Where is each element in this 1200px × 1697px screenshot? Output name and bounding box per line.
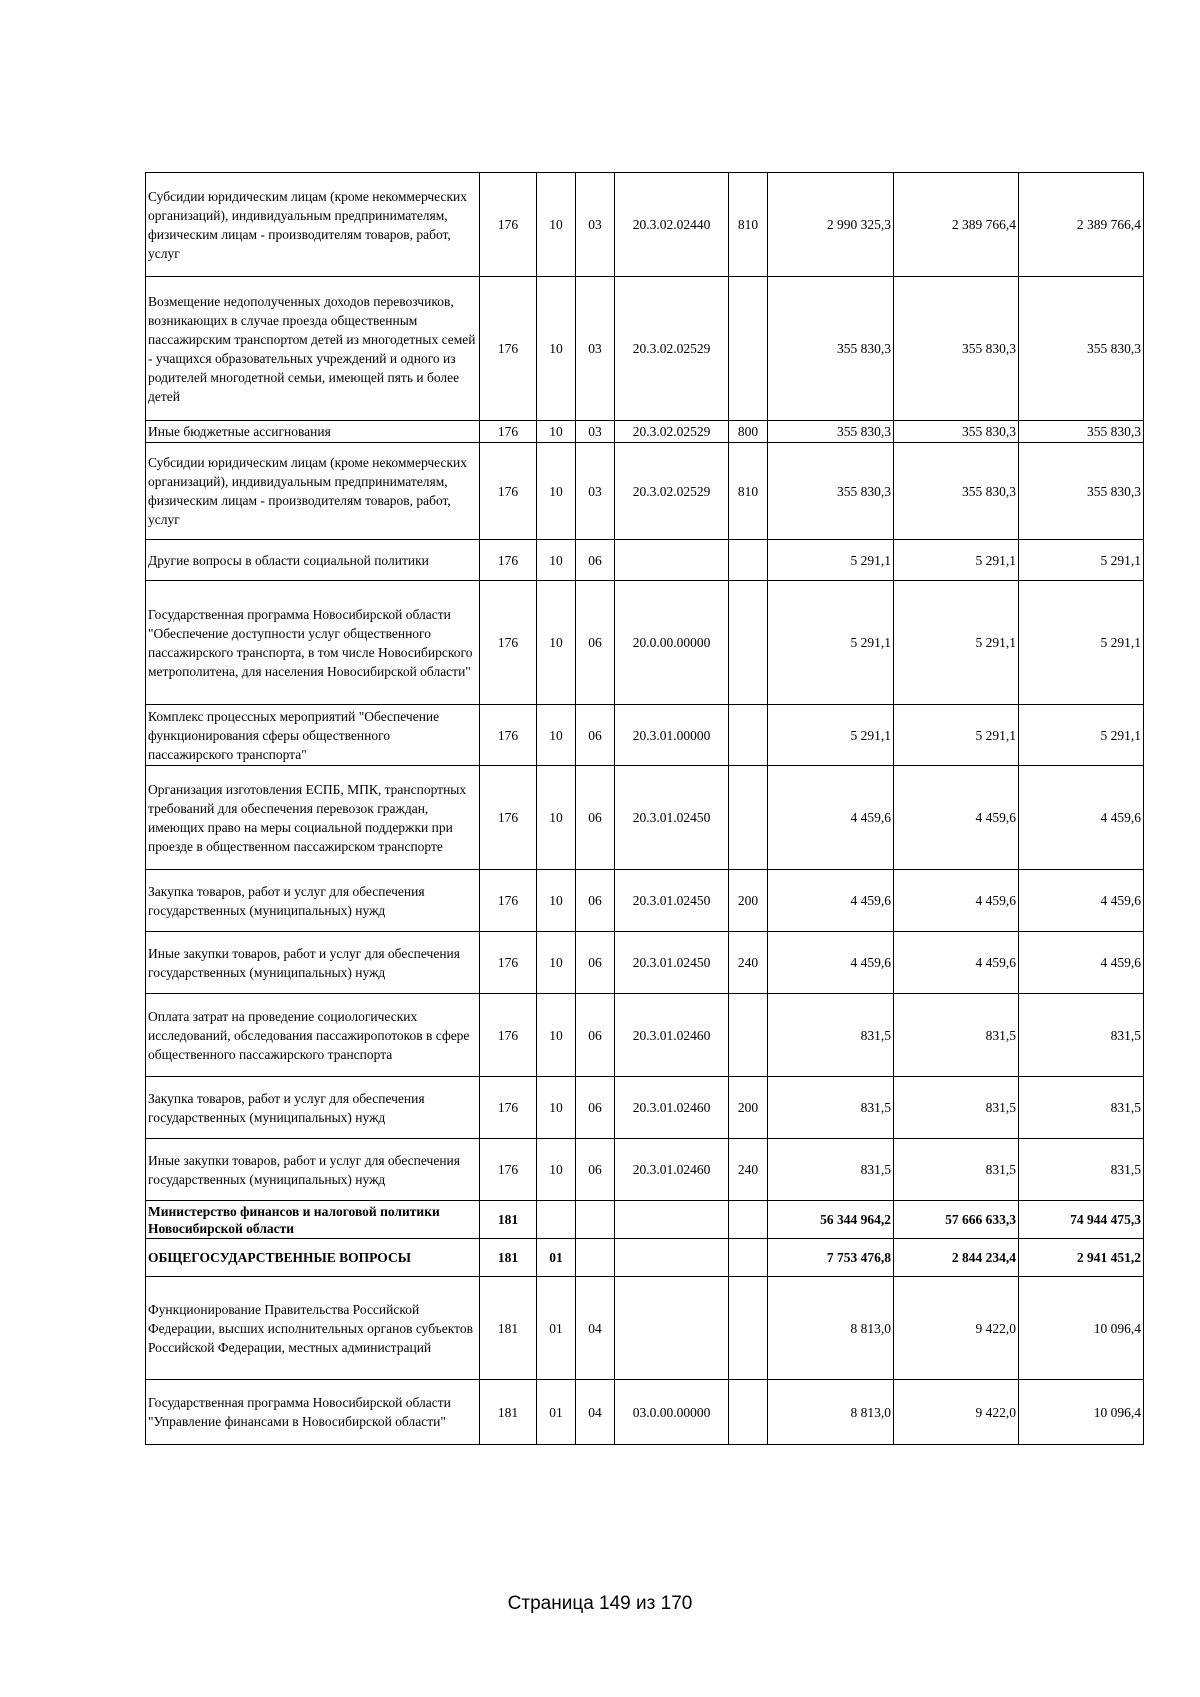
row-csr	[615, 1277, 729, 1380]
row-vr	[729, 994, 768, 1077]
row-pr: 03	[576, 173, 615, 277]
row-year1: 4 459,6	[768, 932, 894, 994]
row-year3: 2 389 766,4	[1019, 173, 1144, 277]
row-year3: 4 459,6	[1019, 932, 1144, 994]
row-name: Возмещение недополученных доходов перевозчиков, возникающих в случае проезда общественным пассажирским транспортом детей из многодетных семей - учащихся образовательных учреждений и одного из родителей многодетной семьи, имеющей пять и более детей	[146, 277, 480, 421]
row-name: Государственная программа Новосибирской области "Обеспечение доступности услуг общественного пассажирского транспорта, в том числе Новосибирского метрополитена, для населения Новосибирской области"	[146, 581, 480, 705]
row-year1: 8 813,0	[768, 1380, 894, 1445]
row-name: Субсидии юридическим лицам (кроме некоммерческих организаций), индивидуальным предпринимателям, физическим лицам - производителям товаров, работ, услуг	[146, 173, 480, 277]
row-pr: 03	[576, 421, 615, 443]
row-year2: 4 459,6	[894, 932, 1019, 994]
table-row	[146, 421, 1144, 443]
row-ved: 176	[480, 705, 537, 766]
table-row	[146, 173, 1144, 277]
row-name: Иные закупки товаров, работ и услуг для обеспечения государственных (муниципальных) нужд	[146, 932, 480, 994]
row-name: Закупка товаров, работ и услуг для обеспечения государственных (муниципальных) нужд	[146, 1077, 480, 1139]
row-year2: 9 422,0	[894, 1277, 1019, 1380]
row-name: Иные закупки товаров, работ и услуг для обеспечения государственных (муниципальных) нужд	[146, 1139, 480, 1201]
row-ved: 176	[480, 173, 537, 277]
table-row	[146, 277, 1144, 421]
row-csr: 20.0.00.00000	[615, 581, 729, 705]
row-year1: 4 459,6	[768, 766, 894, 870]
row-year2: 831,5	[894, 994, 1019, 1077]
table-row	[146, 705, 1144, 766]
row-year1: 7 753 476,8	[768, 1239, 894, 1277]
row-rz: 10	[537, 705, 576, 766]
row-year3: 831,5	[1019, 994, 1144, 1077]
row-year2: 355 830,3	[894, 443, 1019, 540]
row-rz	[537, 1201, 576, 1239]
row-year2: 4 459,6	[894, 870, 1019, 932]
row-year1: 5 291,1	[768, 581, 894, 705]
row-rz: 10	[537, 1139, 576, 1201]
row-csr: 20.3.01.02460	[615, 1077, 729, 1139]
row-year1: 5 291,1	[768, 705, 894, 766]
table-row	[146, 1139, 1144, 1201]
row-ved: 176	[480, 540, 537, 581]
row-pr: 06	[576, 1139, 615, 1201]
row-year3: 355 830,3	[1019, 421, 1144, 443]
row-rz: 10	[537, 1077, 576, 1139]
row-csr: 20.3.01.02450	[615, 932, 729, 994]
row-pr: 03	[576, 277, 615, 421]
row-vr	[729, 705, 768, 766]
table-row	[146, 1380, 1144, 1445]
row-pr: 03	[576, 443, 615, 540]
row-ved: 176	[480, 277, 537, 421]
row-vr	[729, 277, 768, 421]
row-csr: 20.3.01.02460	[615, 994, 729, 1077]
row-year1: 355 830,3	[768, 443, 894, 540]
budget-table	[145, 172, 1144, 1445]
row-rz: 10	[537, 540, 576, 581]
table-row	[146, 766, 1144, 870]
row-year1: 831,5	[768, 1139, 894, 1201]
row-year2: 2 844 234,4	[894, 1239, 1019, 1277]
row-rz: 10	[537, 870, 576, 932]
row-year3: 10 096,4	[1019, 1277, 1144, 1380]
row-name: Государственная программа Новосибирской области "Управление финансами в Новосибирской области"	[146, 1380, 480, 1445]
row-year1: 831,5	[768, 994, 894, 1077]
row-ved: 176	[480, 581, 537, 705]
row-ved: 176	[480, 1139, 537, 1201]
row-vr	[729, 766, 768, 870]
row-pr: 06	[576, 540, 615, 581]
row-name: Иные бюджетные ассигнования	[146, 421, 480, 443]
row-year3: 4 459,6	[1019, 870, 1144, 932]
row-year2: 831,5	[894, 1139, 1019, 1201]
row-rz: 10	[537, 277, 576, 421]
row-pr: 06	[576, 994, 615, 1077]
table-row	[146, 540, 1144, 581]
row-year3: 355 830,3	[1019, 443, 1144, 540]
table-row	[146, 581, 1144, 705]
row-rz: 10	[537, 932, 576, 994]
row-year1: 355 830,3	[768, 277, 894, 421]
row-ved: 181	[480, 1239, 537, 1277]
row-name: Субсидии юридическим лицам (кроме некоммерческих организаций), индивидуальным предпринимателям, физическим лицам - производителям товаров, работ, услуг	[146, 443, 480, 540]
row-rz: 10	[537, 173, 576, 277]
row-year2: 355 830,3	[894, 277, 1019, 421]
row-name: Организация изготовления ЕСПБ, МПК, транспортных требований для обеспечения перевозок граждан, имеющих право на меры социальной поддержки при проезде в общественном пассажирском транспорте	[146, 766, 480, 870]
row-year3: 10 096,4	[1019, 1380, 1144, 1445]
row-year3: 5 291,1	[1019, 540, 1144, 581]
row-vr: 200	[729, 1077, 768, 1139]
row-vr: 240	[729, 1139, 768, 1201]
row-vr: 240	[729, 932, 768, 994]
row-pr	[576, 1201, 615, 1239]
row-rz: 10	[537, 994, 576, 1077]
row-year1: 2 990 325,3	[768, 173, 894, 277]
row-vr	[729, 581, 768, 705]
row-csr	[615, 540, 729, 581]
row-vr	[729, 1277, 768, 1380]
row-rz: 10	[537, 581, 576, 705]
row-csr: 20.3.01.02450	[615, 766, 729, 870]
row-pr: 06	[576, 870, 615, 932]
row-year2: 57 666 633,3	[894, 1201, 1019, 1239]
row-vr	[729, 1380, 768, 1445]
row-name: Комплекс процессных мероприятий "Обеспечение функционирования сферы общественного пассажирского транспорта"	[146, 705, 480, 766]
row-ved: 176	[480, 994, 537, 1077]
row-year2: 4 459,6	[894, 766, 1019, 870]
table-row	[146, 932, 1144, 994]
row-rz: 01	[537, 1277, 576, 1380]
row-csr: 20.3.02.02529	[615, 277, 729, 421]
row-csr: 20.3.01.00000	[615, 705, 729, 766]
row-pr: 06	[576, 581, 615, 705]
row-pr: 06	[576, 1077, 615, 1139]
row-year1: 355 830,3	[768, 421, 894, 443]
row-rz: 01	[537, 1380, 576, 1445]
row-vr: 200	[729, 870, 768, 932]
row-rz: 01	[537, 1239, 576, 1277]
row-year2: 9 422,0	[894, 1380, 1019, 1445]
row-name: Министерство финансов и налоговой политики Новосибирской области	[146, 1201, 480, 1239]
row-vr: 810	[729, 443, 768, 540]
row-rz: 10	[537, 421, 576, 443]
row-name: Оплата затрат на проведение социологических исследований, обследования пассажиропотоков в сфере общественного пассажирского транспорта	[146, 994, 480, 1077]
table-row	[146, 1239, 1144, 1277]
row-year3: 355 830,3	[1019, 277, 1144, 421]
row-year3: 2 941 451,2	[1019, 1239, 1144, 1277]
table-row	[146, 1077, 1144, 1139]
row-pr	[576, 1239, 615, 1277]
row-ved: 176	[480, 766, 537, 870]
table-row	[146, 443, 1144, 540]
table-row	[146, 1201, 1144, 1239]
row-year1: 8 813,0	[768, 1277, 894, 1380]
row-vr	[729, 1239, 768, 1277]
row-vr	[729, 540, 768, 581]
row-csr: 20.3.02.02529	[615, 421, 729, 443]
row-name: Функционирование Правительства Российской Федерации, высших исполнительных органов субъектов Российской Федерации, местных администраций	[146, 1277, 480, 1380]
row-csr	[615, 1201, 729, 1239]
row-name: ОБЩЕГОСУДАРСТВЕННЫЕ ВОПРОСЫ	[146, 1239, 480, 1277]
row-rz: 10	[537, 766, 576, 870]
row-year1: 831,5	[768, 1077, 894, 1139]
row-year1: 4 459,6	[768, 870, 894, 932]
table-row	[146, 870, 1144, 932]
row-csr: 20.3.01.02450	[615, 870, 729, 932]
row-vr	[729, 1201, 768, 1239]
row-ved: 181	[480, 1277, 537, 1380]
row-ved: 181	[480, 1201, 537, 1239]
table-row	[146, 994, 1144, 1077]
row-year3: 4 459,6	[1019, 766, 1144, 870]
row-ved: 176	[480, 421, 537, 443]
row-year3: 831,5	[1019, 1077, 1144, 1139]
row-year3: 831,5	[1019, 1139, 1144, 1201]
row-year2: 2 389 766,4	[894, 173, 1019, 277]
row-year1: 56 344 964,2	[768, 1201, 894, 1239]
row-ved: 176	[480, 1077, 537, 1139]
row-pr: 04	[576, 1380, 615, 1445]
row-name: Закупка товаров, работ и услуг для обеспечения государственных (муниципальных) нужд	[146, 870, 480, 932]
row-year2: 355 830,3	[894, 421, 1019, 443]
row-vr: 800	[729, 421, 768, 443]
row-csr: 20.3.02.02529	[615, 443, 729, 540]
row-csr: 20.3.02.02440	[615, 173, 729, 277]
row-year2: 5 291,1	[894, 540, 1019, 581]
row-csr	[615, 1239, 729, 1277]
row-pr: 06	[576, 705, 615, 766]
table-row	[146, 1277, 1144, 1380]
row-pr: 04	[576, 1277, 615, 1380]
row-vr: 810	[729, 173, 768, 277]
row-year3: 5 291,1	[1019, 705, 1144, 766]
row-ved: 176	[480, 932, 537, 994]
row-rz: 10	[537, 443, 576, 540]
row-year2: 831,5	[894, 1077, 1019, 1139]
row-year3: 74 944 475,3	[1019, 1201, 1144, 1239]
row-csr: 20.3.01.02460	[615, 1139, 729, 1201]
row-pr: 06	[576, 766, 615, 870]
row-name: Другие вопросы в области социальной политики	[146, 540, 480, 581]
row-csr: 03.0.00.00000	[615, 1380, 729, 1445]
row-year3: 5 291,1	[1019, 581, 1144, 705]
row-year2: 5 291,1	[894, 705, 1019, 766]
row-ved: 181	[480, 1380, 537, 1445]
row-ved: 176	[480, 443, 537, 540]
row-pr: 06	[576, 932, 615, 994]
row-year2: 5 291,1	[894, 581, 1019, 705]
row-year1: 5 291,1	[768, 540, 894, 581]
row-ved: 176	[480, 870, 537, 932]
page-number: Страница 149 из 170	[507, 1593, 693, 1614]
